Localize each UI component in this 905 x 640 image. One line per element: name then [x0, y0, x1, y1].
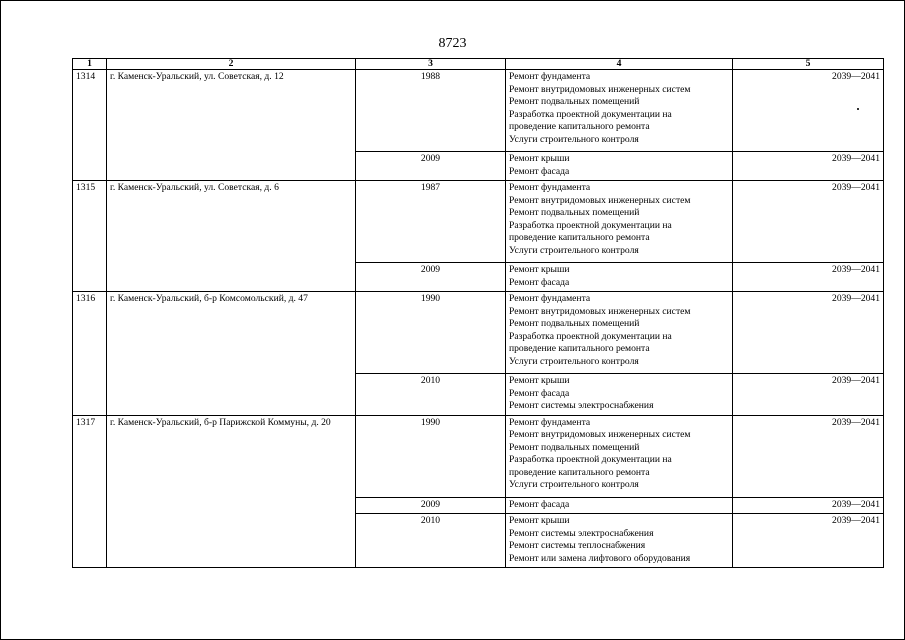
work-item: Ремонт системы электроснабжения [509, 527, 654, 539]
table-body [73, 70, 884, 568]
table-row [73, 415, 884, 497]
work-item: Ремонт подвальных помещений [509, 441, 640, 453]
page-number: 8723 [438, 36, 467, 51]
period-cell: 2039—2041 [733, 415, 884, 497]
work-item: Ремонт фасада [509, 387, 570, 399]
work-item: Услуги строительного контроля [509, 244, 639, 256]
works-cell [506, 292, 733, 374]
work-item: Ремонт крыши [509, 515, 570, 526]
column-header: 4 [506, 59, 733, 70]
work-item: Услуги строительного контроля [509, 355, 639, 367]
year-cell: 2009 [356, 497, 506, 514]
work-item: Ремонт фасада [509, 276, 570, 288]
works-cell [506, 181, 733, 263]
period-cell: 2039—2041 [733, 374, 884, 416]
work-item: Ремонт подвальных помещений [509, 96, 640, 107]
year-cell: 2010 [356, 374, 506, 416]
works-cell [506, 514, 733, 568]
work-item: Разработка проектной документации на [509, 454, 672, 465]
year-cell: 2009 [356, 263, 506, 292]
building-address-cell: г. Каменск-Уральский, ул. Советская, д. 6 [107, 181, 356, 292]
work-item: Ремонт фасада [509, 165, 570, 177]
work-item: Ремонт подвальных помещений [509, 318, 640, 329]
work-item: Ремонт крыши [509, 153, 570, 164]
period-cell: 2039—2041 [733, 181, 884, 263]
building-address-cell: г. Каменск-Уральский, б-р Комсомольский, д. 47 [107, 292, 356, 416]
work-item: Ремонт внутридомовых инженерных систем [509, 305, 691, 317]
work-item: Разработка проектной документации на [509, 330, 672, 342]
building-address-cell: г. Каменск-Уральский, б-р Парижской Коммуны, д. 20 [107, 415, 356, 568]
work-item: Разработка проектной документации на [509, 108, 672, 120]
work-item: Разработка проектной документации на [509, 219, 672, 231]
header-row [73, 59, 884, 70]
repair-schedule-table [72, 58, 884, 568]
building-address-cell: г. Каменск-Уральский, ул. Советская, д. 12 [107, 70, 356, 181]
year-cell: 1988 [356, 70, 506, 152]
work-item: Ремонт внутридомовых инженерных систем [509, 429, 691, 440]
period-cell: 2039—2041 [733, 263, 884, 292]
column-header: 1 [73, 59, 107, 70]
work-item: Ремонт фасада [509, 498, 570, 510]
works-cell [506, 152, 733, 181]
work-item: Услуги строительного контроля [509, 479, 639, 490]
period-cell: 2039—2041 [733, 70, 884, 152]
period-cell: 2039—2041 [733, 152, 884, 181]
column-header: 2 [107, 59, 356, 70]
period-cell: 2039—2041 [733, 514, 884, 568]
work-item: проведение капитального ремонта [509, 121, 650, 132]
column-header: 3 [356, 59, 506, 70]
period-cell: 2039—2041 [733, 497, 884, 514]
work-item: Ремонт фундамента [509, 182, 591, 193]
work-item: Ремонт подвальных помещений [509, 207, 640, 218]
building-number-cell: 1315 [73, 181, 107, 292]
work-item: Ремонт внутридомовых инженерных систем [509, 194, 691, 206]
table-row [73, 181, 884, 263]
work-item: Ремонт крыши [509, 264, 570, 275]
work-item: Ремонт или замена лифтового оборудования [509, 552, 691, 564]
work-item: проведение капитального ремонта [509, 343, 650, 354]
year-cell: 2010 [356, 514, 506, 568]
works-cell [506, 374, 733, 416]
year-cell: 1987 [356, 181, 506, 263]
works-cell [506, 70, 733, 152]
work-item: Ремонт фундамента [509, 71, 591, 82]
works-cell [506, 497, 733, 514]
period-cell: 2039—2041 [733, 292, 884, 374]
column-header: 5 [733, 59, 884, 70]
building-number-cell: 1314 [73, 70, 107, 181]
work-item: проведение капитального ремонта [509, 466, 650, 478]
work-item: Услуги строительного контроля [509, 133, 639, 145]
building-number-cell: 1317 [73, 415, 107, 568]
table-row [73, 292, 884, 374]
work-item: Ремонт внутридомовых инженерных систем [509, 83, 691, 95]
works-cell [506, 263, 733, 292]
year-cell: 1990 [356, 415, 506, 497]
work-item: Ремонт системы электроснабжения [509, 400, 654, 411]
table-row [73, 70, 884, 152]
work-item: Ремонт крыши [509, 375, 570, 386]
work-item: проведение капитального ремонта [509, 232, 650, 243]
building-number-cell: 1316 [73, 292, 107, 416]
work-item: Ремонт фундамента [509, 416, 591, 428]
work-item: Ремонт фундамента [509, 293, 591, 304]
year-cell: 1990 [356, 292, 506, 374]
year-cell: 2009 [356, 152, 506, 181]
works-cell [506, 415, 733, 497]
work-item: Ремонт системы теплоснабжения [509, 540, 646, 551]
